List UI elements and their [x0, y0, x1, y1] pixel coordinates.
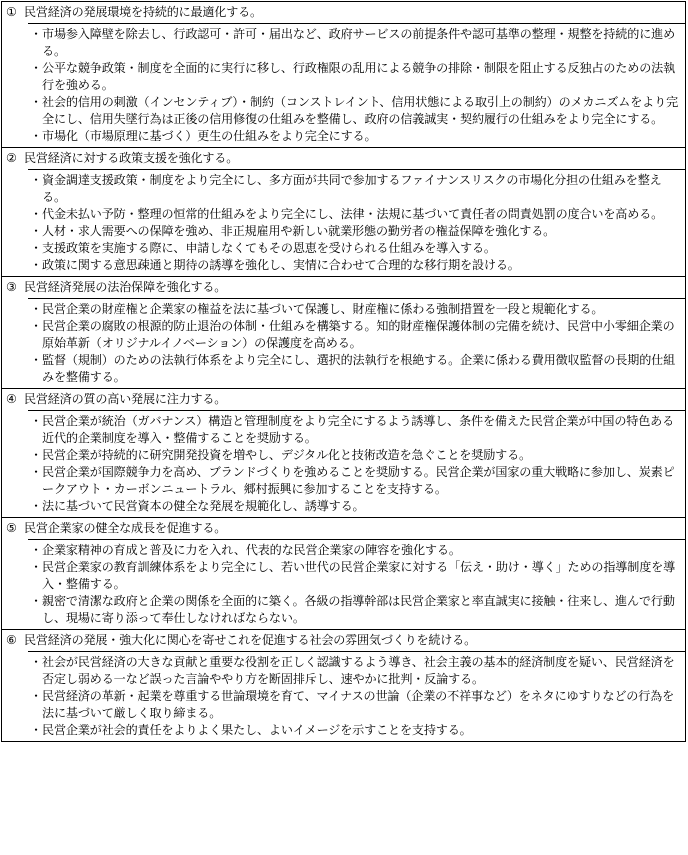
list-item	[28, 413, 685, 447]
section-item-list	[28, 651, 685, 741]
policy-document-table	[1, 1, 686, 742]
list-item	[28, 318, 685, 352]
section-title: 民営経済の発展・強大化に関心を寄せこれを促進する社会の雰囲気づくりを続ける。	[24, 633, 476, 647]
list-item-text: 公平な競争政策・制度を全面的に実行に移し、行政権限の乱用による競争の排除・制限を阻止する反独占のための法執行を強める。	[42, 61, 676, 92]
list-item-text: 法に基づいて民営資本の健全な発展を規範化し、誘導する。	[42, 499, 365, 513]
section-number: ⑤	[6, 521, 17, 535]
list-item-text: 社会が民営経済の大きな貢献と重要な役割を正しく認識するよう導き、社会主義の基本的経済制度を疑い、民営経済を否定し弱める一など誤った言論ややり方を断固排斥し、速やかに批判・反論する。	[42, 655, 675, 686]
list-item	[28, 654, 685, 688]
bullet-icon: ・	[30, 224, 42, 238]
list-item	[28, 128, 685, 145]
list-item	[28, 60, 685, 94]
section-number: ⑥	[6, 633, 17, 647]
bullet-icon: ・	[30, 353, 42, 367]
section-heading	[2, 630, 685, 651]
list-item-text: 民営経済の革新・起業を尊重する世論環境を育て、マイナスの世論（企業の不祥事など）をネタにゆすりなどの行為を法に基づいて厳しく取り締まる。	[42, 689, 675, 720]
bullet-icon: ・	[30, 448, 42, 462]
list-item-text: 政策に関する意思疎通と期待の誘導を強化し、実情に合わせて合理的な移行期を設ける。	[42, 258, 520, 272]
bullet-icon: ・	[30, 173, 42, 187]
bullet-icon: ・	[30, 241, 42, 255]
section-title: 民営経済に対する政策支援を強化する。	[24, 151, 239, 165]
bullet-icon: ・	[30, 61, 42, 75]
list-item	[28, 447, 685, 464]
bullet-icon: ・	[30, 594, 42, 608]
list-item-text: 市場参入障壁を除去し、行政認可・許可・届出など、政府サービスの前提条件や認可基準の整理・規整を持続的に進める。	[42, 27, 676, 58]
list-item-text: 人材・求人需要への保障を強め、非正規雇用や新しい就業形態の勤労者の権益保障を強化する。	[42, 224, 556, 238]
list-item	[28, 559, 685, 593]
section-heading	[2, 2, 685, 23]
list-item-text: 民営企業が社会的責任をよりよく果たし、よいイメージを示すことを支持する。	[42, 723, 472, 737]
list-item-text: 資金調達支援政策・制度をより完全にし、多方面が共同で参加するファイナンスリスクの市場化分担の仕組みを整える。	[42, 173, 662, 204]
section-title: 民営経済の質の高い発展に注力する。	[24, 392, 227, 406]
list-item	[28, 722, 685, 739]
list-item	[28, 464, 685, 498]
bullet-icon: ・	[30, 723, 42, 737]
section-item-list	[28, 410, 685, 517]
list-item	[28, 498, 685, 515]
list-item	[28, 301, 685, 318]
policy-section	[1, 2, 686, 148]
section-heading	[2, 277, 685, 298]
list-item	[28, 593, 685, 627]
section-item-list	[28, 169, 685, 276]
section-heading	[2, 518, 685, 539]
list-item	[28, 223, 685, 240]
bullet-icon: ・	[30, 207, 42, 221]
bullet-icon: ・	[30, 27, 42, 41]
bullet-icon: ・	[30, 95, 42, 109]
list-item-text: 市場化（市場原理に基づく）更生の仕組みをより完全にする。	[42, 129, 377, 143]
list-item-text: 民営企業の財産権と企業家の権益を法に基づいて保護し、財産権に係わる強制措置を一段と規範化する。	[42, 302, 604, 316]
list-item-text: 監督（規制）のための法執行体系をより完全にし、選択的法執行を根絶する。企業に係わる費用徴収監督の長期的仕組みを整備する。	[42, 353, 676, 384]
policy-section	[1, 518, 686, 630]
list-item	[28, 172, 685, 206]
bullet-icon: ・	[30, 465, 42, 479]
section-number: ②	[6, 151, 17, 165]
policy-section	[1, 389, 686, 518]
section-item-list	[28, 23, 685, 147]
list-item-text: 民営企業が持続的に研究開発投資を増やし、デジタル化と技術改造を急ぐことを奨励する。	[42, 448, 531, 462]
section-item-list	[28, 539, 685, 629]
list-item	[28, 257, 685, 274]
list-item-text: 民営企業の腐敗の根源的防止退治の体制・仕組みを構築する。知的財産権保護体制の完備を続け、民営中小零細企業の原始革新（オリジナルイノベーション）の保護度を高める。	[42, 319, 675, 350]
list-item-text: 民営企業家の教育訓練体系をより完全にし、若い世代の民営企業家に対する「伝え・助け・導く」ための指導制度を導入・整備する。	[42, 560, 676, 591]
section-item-list	[28, 298, 685, 388]
bullet-icon: ・	[30, 655, 42, 669]
list-item-text: 支援政策を実施する際に、申請しなくてもその恩恵を受けられる仕組みを導入する。	[42, 241, 496, 255]
section-heading	[2, 148, 685, 169]
section-title: 民営企業家の健全な成長を促進する。	[24, 521, 227, 535]
bullet-icon: ・	[30, 129, 42, 143]
list-item-text: 親密で清潔な政府と企業の関係を全面的に築く。各級の指導幹部は民営企業家と率直誠実に接触・往来し、進んで行動し、現場に寄り添って奉仕しなければならない。	[42, 594, 675, 625]
bullet-icon: ・	[30, 543, 42, 557]
list-item	[28, 26, 685, 60]
policy-section	[1, 630, 686, 742]
bullet-icon: ・	[30, 302, 42, 316]
bullet-icon: ・	[30, 414, 42, 428]
list-item	[28, 542, 685, 559]
section-title: 民営経済の発展環境を持続的に最適化する。	[24, 5, 262, 19]
bullet-icon: ・	[30, 499, 42, 513]
list-item	[28, 206, 685, 223]
list-item-text: 企業家精神の育成と普及に力を入れ、代表的な民営企業家の陣容を強化する。	[42, 543, 461, 557]
policy-section	[1, 277, 686, 389]
bullet-icon: ・	[30, 689, 42, 703]
policy-section	[1, 148, 686, 277]
list-item	[28, 94, 685, 128]
list-item-text: 民営企業が国際競争力を高め、ブランドづくりを強めることを奨励する。民営企業が国家の重大戦略に参加し、炭素ピークアウト・カーボンニュートラル、郷村振興に参加することを支持する。	[42, 465, 675, 496]
list-item-text: 代金未払い予防・整理の恒常的仕組みをより完全にし、法律・法規に基づいて責任者の問責処罰の度合いを高める。	[42, 207, 664, 221]
list-item-text: 民営企業が統治（ガバナンス）構造と管理制度をより完全にするよう誘導し、条件を備えた民営企業が中国の特色ある近代的企業制度を導入・整備することを奨励する。	[42, 414, 675, 445]
list-item	[28, 240, 685, 257]
section-number: ③	[6, 280, 17, 294]
section-heading	[2, 389, 685, 410]
section-number: ④	[6, 392, 17, 406]
section-number: ①	[6, 5, 17, 19]
list-item	[28, 688, 685, 722]
bullet-icon: ・	[30, 560, 42, 574]
list-item	[28, 352, 685, 386]
bullet-icon: ・	[30, 258, 42, 272]
list-item-text: 社会的信用の刺激（インセンティブ）・制約（コンストレイント、信用状態による取引上の制約）のメカニズムをより完全にし、信用失墜行為は正後の信用修復の仕組みを整備し、政府の信義誠実・契約履行の仕組みをより完全にする。	[42, 95, 679, 126]
section-title: 民営経済発展の法治保障を強化する。	[24, 280, 227, 294]
bullet-icon: ・	[30, 319, 42, 333]
